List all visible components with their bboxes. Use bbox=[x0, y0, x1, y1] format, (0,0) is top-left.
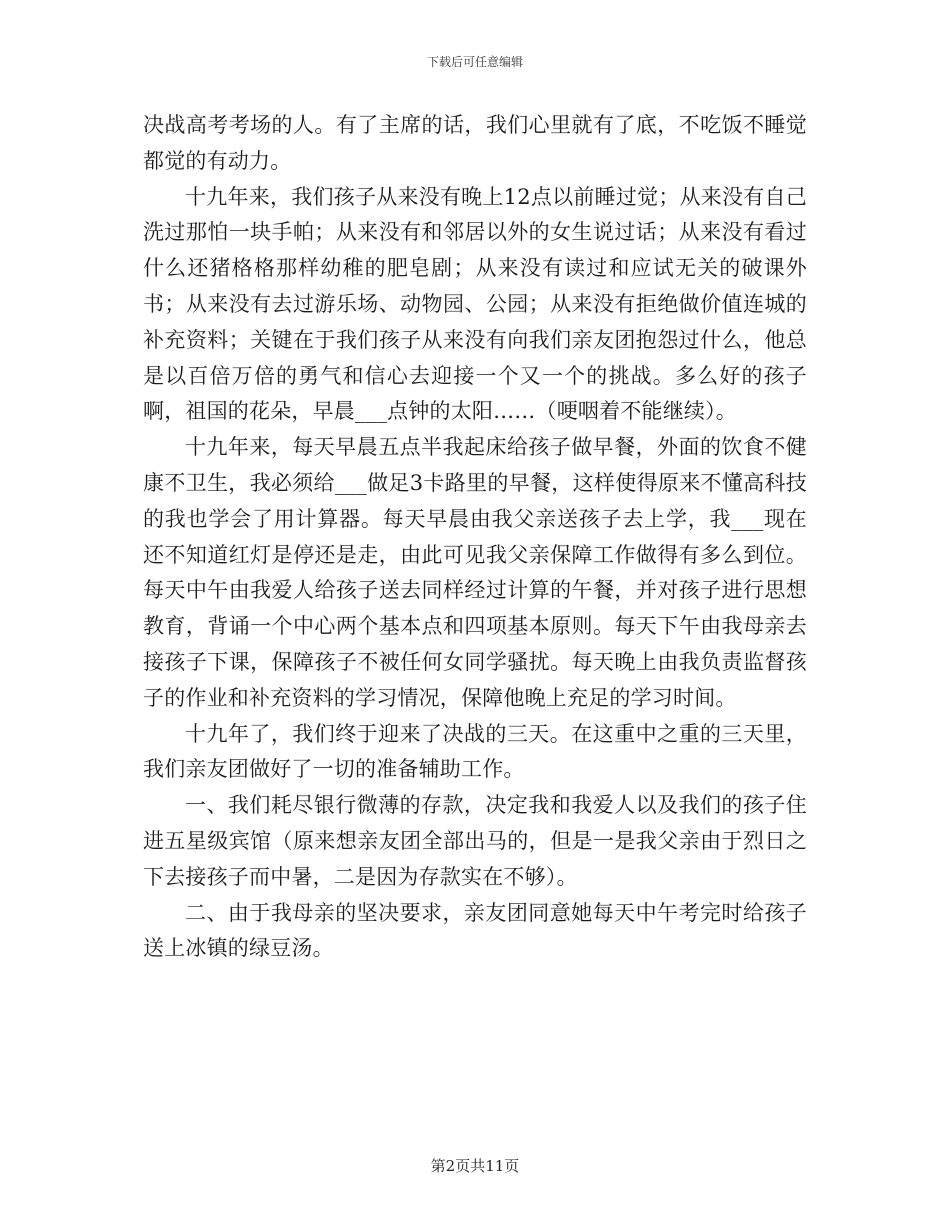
paragraph: 二、由于我母亲的坚决要求，亲友团同意她每天中午考完时给孩子送上冰镇的绿豆汤。 bbox=[143, 900, 807, 961]
paragraph: 十九年来，每天早晨五点半我起床给孩子做早餐，外面的饮食不健康不卫生，我必须给___做足3卡路里的早餐，这样使得原来不懂高科技的我也学会了用计算器。每天早晨由我父亲送孩子去上学，我___现在还不知道红灯是停还是走，由此可见我父亲保障工作做得有多么到位。每天中午由我爱人给孩子送去同样经过计算的午餐，并对孩子进行思想教育，背诵一个中心两个基本点和四项基本原则。每天下午由我母亲去接孩子下课，保障孩子不被任何女同学骚扰。每天晚上由我负责监督孩子的作业和补充资料的学习情况，保障他晚上充足的学习时间。 bbox=[143, 435, 807, 710]
document-body bbox=[143, 108, 807, 967]
paragraph: 十九年了，我们终于迎来了决战的三天。在这重中之重的三天里，我们亲友团做好了一切的准备辅助工作。 bbox=[143, 721, 807, 782]
paragraph: 十九年来，我们孩子从来没有晚上12点以前睡过觉；从来没有自己洗过那怕一块手帕；从来没有和邻居以外的女生说过话；从来没有看过什么还猪格格那样幼稚的肥皂剧；从来没有读过和应试无关的破课外书；从来没有去过游乐场、动物园、公园；从来没有拒绝做价值连城的补充资料；关键在于我们孩子从来没有向我们亲友团抱怨过什么，他总是以百倍万倍的勇气和信心去迎接一个又一个的挑战。多么好的孩子啊，祖国的花朵，早晨___点钟的太阳……（哽咽着不能继续）。 bbox=[143, 184, 807, 424]
paragraph: 一、我们耗尽银行微薄的存款，决定我和我爱人以及我们的孩子住进五星级宾馆（原来想亲友团全部出马的，但是一是我父亲由于烈日之下去接孩子而中暑，二是因为存款实在不够）。 bbox=[143, 793, 807, 889]
paragraph-continuation: 决战高考考场的人。有了主席的话，我们心里就有了底，不吃饭不睡觉都觉的有动力。 bbox=[143, 113, 807, 173]
page-header-note: 下载后可任意编辑 bbox=[426, 55, 523, 69]
page-number-footer: 第2页共11页 bbox=[430, 1157, 520, 1175]
